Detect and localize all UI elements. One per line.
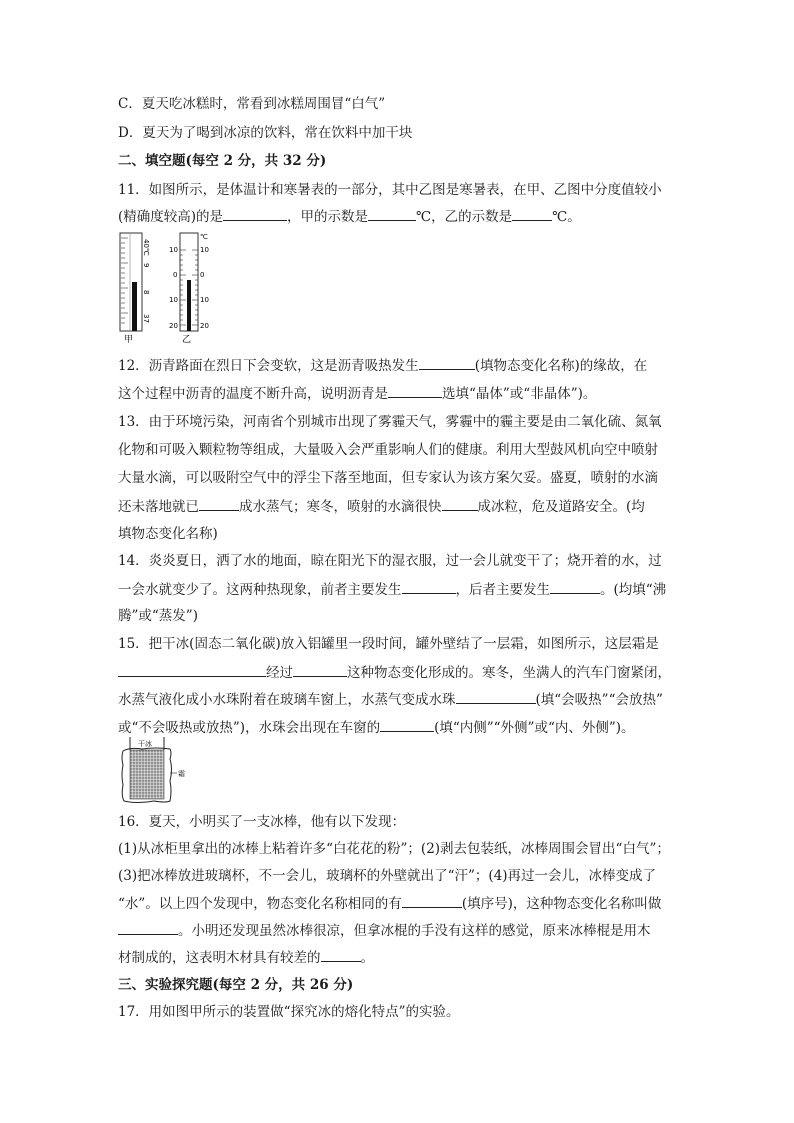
q13-text-1: 还未落地就已 — [118, 499, 199, 515]
q16-line2: (1)从冰柜里拿出的冰棒上粘着许多“白花花的粉”；(2)剥去包装纸，冰棒周围会冒出“白气”； — [118, 841, 670, 857]
q13-line4 — [118, 496, 645, 517]
section-2-heading: 二、填空题(每空 2 分，共 32 分) — [118, 153, 327, 169]
q16-line6 — [118, 947, 374, 968]
q12-blank-2[interactable] — [388, 383, 442, 398]
q14-line3: 腾”或“蒸发”) — [118, 608, 198, 624]
yi-left-tick-0: 0 — [173, 271, 178, 279]
q11-line2 — [118, 206, 581, 227]
yi-right-unit: ℃ — [200, 233, 208, 241]
q11-line1: 11．如图所示，是体温计和寒暑表的一部分，其中乙图是寒暑表，在甲、乙图中分度值较小 — [118, 182, 662, 198]
yi-right-tick-10: 10 — [200, 246, 209, 254]
q15-text-6: (填“内侧”“外侧”或“内、外侧”)。 — [434, 720, 635, 736]
q12-blank-1[interactable] — [419, 355, 475, 370]
jia-tick-37: 37 — [142, 314, 150, 323]
q16-text-4: 材制成的，这表明木材具有较差的 — [118, 950, 321, 966]
q14-line1: 14．炎炎夏日，洒了水的地面，晾在阳光下的湿衣服，过一会儿就变干了；烧开着的水，过 — [118, 553, 662, 569]
q13-line5: 填物态变化名称) — [118, 526, 218, 542]
option-c: C．夏天吃冰糕时，常看到冰糕周围冒“白气” — [118, 96, 386, 112]
q15-blank-2[interactable] — [293, 662, 347, 677]
q14-text-2: ，后者主要发生 — [455, 582, 550, 598]
yi-left-tick-10b: 10 — [169, 296, 178, 304]
q12-line1 — [118, 355, 647, 376]
q16-text-5: 。 — [360, 950, 374, 966]
can-figure — [118, 735, 202, 807]
label-jia: 甲 — [124, 335, 134, 345]
q13-text-3: 成冰粒，危及道路安全。(均 — [477, 499, 645, 515]
q16-line3: (3)把冰棒放进玻璃杯，不一会儿，玻璃杯的外壁就出了“汗”；(4)再过一会儿，冰棒变成了 — [118, 868, 657, 884]
can-drawing — [118, 735, 202, 807]
q11-text-4: ℃。 — [552, 209, 581, 225]
q16-line4 — [118, 893, 661, 914]
q13-blank-2[interactable] — [442, 496, 478, 511]
q13-line3: 大量水滴，可以吸附空气中的浮尘下落至地面，但专家认为该方案欠妥。盛夏，喷射的水滴 — [118, 470, 658, 486]
q14-text-1: 一会水就变少了。这两种热现象，前者主要发生 — [118, 582, 402, 598]
yi-left-tick-10: 10 — [169, 246, 178, 254]
q12-text-4: 选填“晶体”或“非晶体”)。 — [442, 386, 597, 402]
thermometer-figure — [116, 230, 226, 346]
q15-text-1: 经过 — [266, 665, 293, 681]
yi-left-tick-20: 20 — [169, 322, 178, 330]
q16-line5 — [118, 920, 651, 941]
q12-text-3: 这个过程中沥青的温度不断升高，说明沥青是 — [118, 386, 388, 402]
q12-text-1: 12．沥青路面在烈日下会变软，这是沥青吸热发生 — [118, 358, 419, 374]
jia-tick-40: 40℃ — [142, 239, 150, 256]
q16-text-2: (填序号)，这种物态变化名称叫做 — [461, 896, 662, 912]
q16-blank-2[interactable] — [118, 920, 178, 935]
q15-line3 — [118, 689, 663, 710]
section-3-heading: 三、实验探究题(每空 2 分，共 26 分) — [118, 977, 354, 993]
q14-blank-2[interactable] — [550, 579, 600, 594]
q15-text-3: 水蒸气液化成小水珠附着在玻璃车窗上，水蒸气变成水珠 — [118, 692, 456, 708]
q11-text-1: (精确度较高)的是 — [118, 209, 224, 225]
q14-blank-1[interactable] — [402, 579, 456, 594]
jia-tick-8: 8 — [142, 290, 150, 295]
can-label-dry-ice: 干冰 — [138, 740, 152, 748]
q14-text-3: 。(均填“沸 — [600, 582, 667, 598]
q11-text-3: ℃，乙的示数是 — [416, 209, 513, 225]
label-yi: 乙 — [182, 335, 192, 345]
q15-blank-4[interactable] — [380, 717, 434, 732]
q12-text-2: (填物态变化名称)的缘故，在 — [474, 358, 648, 374]
q11-text-2: ，甲的示数是 — [287, 209, 369, 225]
q15-line1: 15．把干冰(固态二氧化碳)放入铝罐里一段时间，罐外壁结了一层霜，如图所示，这层霜是 — [118, 636, 659, 652]
q15-line2 — [118, 662, 671, 683]
thermometer-drawing — [116, 230, 226, 346]
q16-text-3: 。小明还发现虽然冰棒很凉，但拿冰棍的手没有这样的感觉，原来冰棒棍是用木 — [178, 923, 651, 939]
q11-blank-2[interactable] — [368, 206, 416, 221]
q15-blank-3[interactable] — [456, 689, 536, 704]
q12-line2 — [118, 383, 596, 404]
q13-line1: 13．由于环境污染，河南省个别城市出现了雾霾天气，雾霾中的霾主要是由二氧化硫、氮氧 — [118, 414, 662, 430]
yi-right-tick-20: 20 — [200, 322, 209, 330]
q15-text-2: 这种物态变化形成的。寒冬，坐满人的汽车门窗紧闭， — [347, 665, 671, 681]
q17-line1: 17．用如图甲所示的装置做“探究冰的熔化特点”的实验。 — [118, 1004, 460, 1020]
q13-blank-1[interactable] — [199, 496, 239, 511]
jia-tick-9: 9 — [142, 263, 150, 268]
q11-blank-3[interactable] — [512, 206, 552, 221]
q16-blank-1[interactable] — [402, 893, 462, 908]
q11-blank-1[interactable] — [223, 206, 287, 221]
q15-text-5: 或“不会吸热或放热”)，水珠会出现在车窗的 — [118, 720, 381, 736]
q13-text-2: 成水蒸气；寒冬，喷射的水滴很快 — [239, 499, 442, 515]
q16-line1: 16．夏天，小明买了一支冰棒，他有以下发现： — [118, 814, 406, 830]
q15-text-4: (填“会吸热”“会放热” — [535, 692, 663, 708]
yi-right-tick-10b: 10 — [200, 296, 209, 304]
q16-blank-3[interactable] — [321, 947, 361, 962]
q16-text-1: “水”。以上四个发现中，物态变化名称相同的有 — [118, 896, 402, 912]
yi-right-tick-0: 0 — [200, 271, 205, 279]
q14-line2 — [118, 579, 666, 600]
option-d: D．夏天为了喝到冰凉的饮料，常在饮料中加干块 — [118, 125, 413, 141]
q13-line2: 化物和可吸入颗粒物等组成，大量吸入会严重影响人们的健康。利用大型鼓风机向空中喷射 — [118, 442, 658, 458]
can-label-frost: 霜 — [178, 770, 185, 778]
q15-blank-1[interactable] — [118, 662, 266, 677]
